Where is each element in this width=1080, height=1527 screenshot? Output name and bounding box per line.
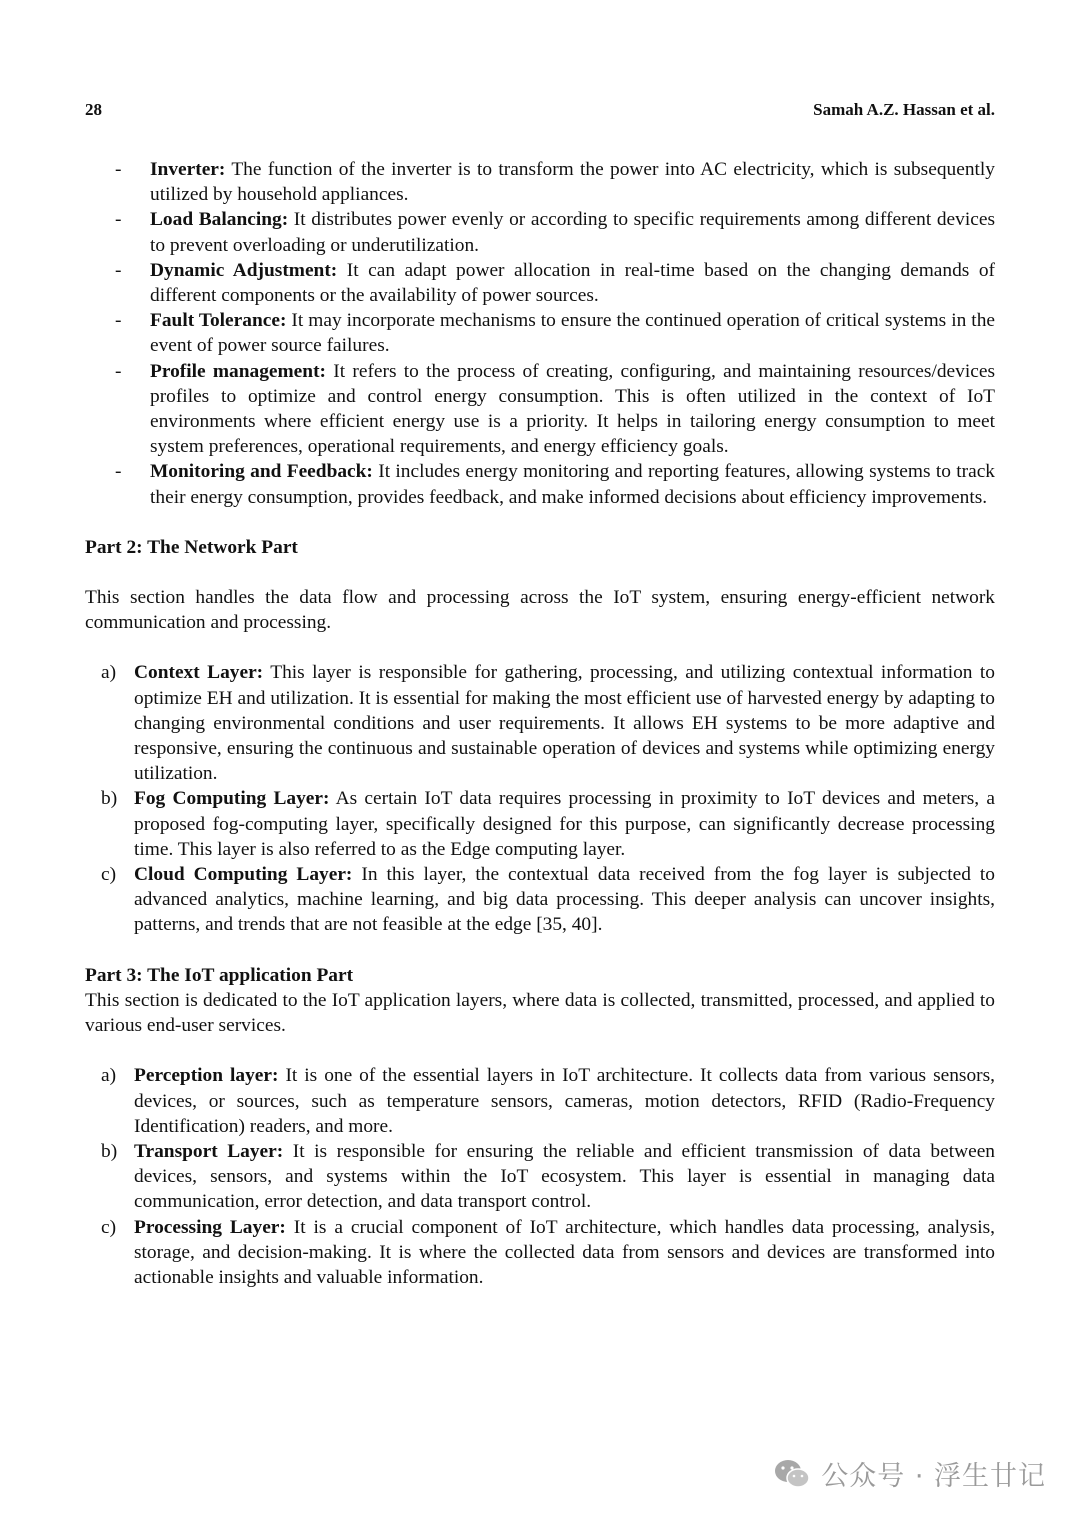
list-item: c) Cloud Computing Layer: In this layer, the contextual data received from the fog layer is subjected to advanced analytics, machine learning, and big data processing. This deeper analysis can uncover insights, patterns, and trends that are not feasible at the edge [35, 40]. (101, 864, 995, 936)
list-item: - Fault Tolerance: It may incorporate mechanisms to ensure the continued operation of critical systems in the event of power source failures. (115, 310, 995, 357)
watermark-text: 公众号 · 浮生廿记 (821, 1461, 1046, 1492)
list-item: a) Perception layer: It is one of the essential layers in IoT architecture. It collects data from various sensors, devices, or sources, such as temperature sensors, cameras, motion detectors, RFID (Radio-Frequency Identification) readers, and more. (101, 1065, 996, 1137)
list-item: a) Context Layer: This layer is responsible for gathering, processing, and utilizing contextual information to optimize EH and utilization. It is essential for making the most efficient use of harvested energy by adapting to changing environmental conditions and user requirements. It allows EH systems to be more adaptive and responsive, ensuring the continuous and sustainable operation of devices and systems while optimizing energy utilization. (101, 662, 996, 785)
part2-layer-list (85, 660, 995, 937)
section-heading-part2: Part 2: The Network Part (85, 536, 298, 558)
part2-intro: This section handles the data flow and processing across the IoT system, ensuring energy-efficient network communication and processing. (85, 587, 995, 634)
wechat-icon (773, 1458, 811, 1490)
part1-bullet-list (85, 157, 995, 510)
list-item: b) Transport Layer: It is responsible for ensuring the reliable and efficient transmission of data between devices, sensors, and systems within the IoT ecosystem. This layer is essential in managing data communication, error detection, and data transport control. (101, 1140, 995, 1213)
list-item: - Inverter: The function of the inverter is to transform the power into AC electricity, which is subsequently utilized by household appliances. (115, 159, 995, 206)
list-item: - Profile management: It refers to the process of creating, configuring, and maintaining resources/devices profiles to optimize and control energy consumption. This is often utilized in the context of IoT environments where efficient energy use is a priority. It helps in tailoring energy consumption to meet system preferences, operational requirements, and energy efficiency goals. (115, 360, 995, 458)
section-heading-part3: Part 3: The IoT application Part (85, 964, 354, 986)
part3-intro: This section is dedicated to the IoT application layers, where data is collected, transmitted, processed, and applied to various end-user services. (85, 989, 995, 1037)
page-number: 28 (85, 100, 102, 119)
list-item: - Dynamic Adjustment: It can adapt power allocation in real-time based on the changing demands of different components or the availability of power sources. (115, 259, 996, 307)
list-item: b) Fog Computing Layer: As certain IoT data requires processing in proximity to IoT devices and meters, a proposed fog-computing layer, specifically designed for this purpose, can significantly decrease processing time. This layer is also referred to as the Edge computing layer. (101, 788, 995, 860)
paper-page (85, 100, 995, 1290)
running-authors: Samah A.Z. Hassan et al. (813, 100, 995, 119)
watermark (773, 1454, 1046, 1493)
list-item: c) Processing Layer: It is a crucial component of IoT architecture, which handles data processing, analysis, storage, and decision-making. It is where the collected data from sensors and devices are transformed into actionable insights and valuable information. (101, 1216, 995, 1288)
list-item: - Load Balancing: It distributes power evenly or according to specific requirements among different devices to prevent overloading or underutilization. (115, 209, 995, 256)
part3-layer-list (85, 1063, 995, 1290)
list-item: - Monitoring and Feedback: It includes energy monitoring and reporting features, allowing systems to track their energy consumption, provides feedback, and make informed decisions about efficiency improvements. (115, 461, 995, 508)
running-head (85, 100, 995, 130)
